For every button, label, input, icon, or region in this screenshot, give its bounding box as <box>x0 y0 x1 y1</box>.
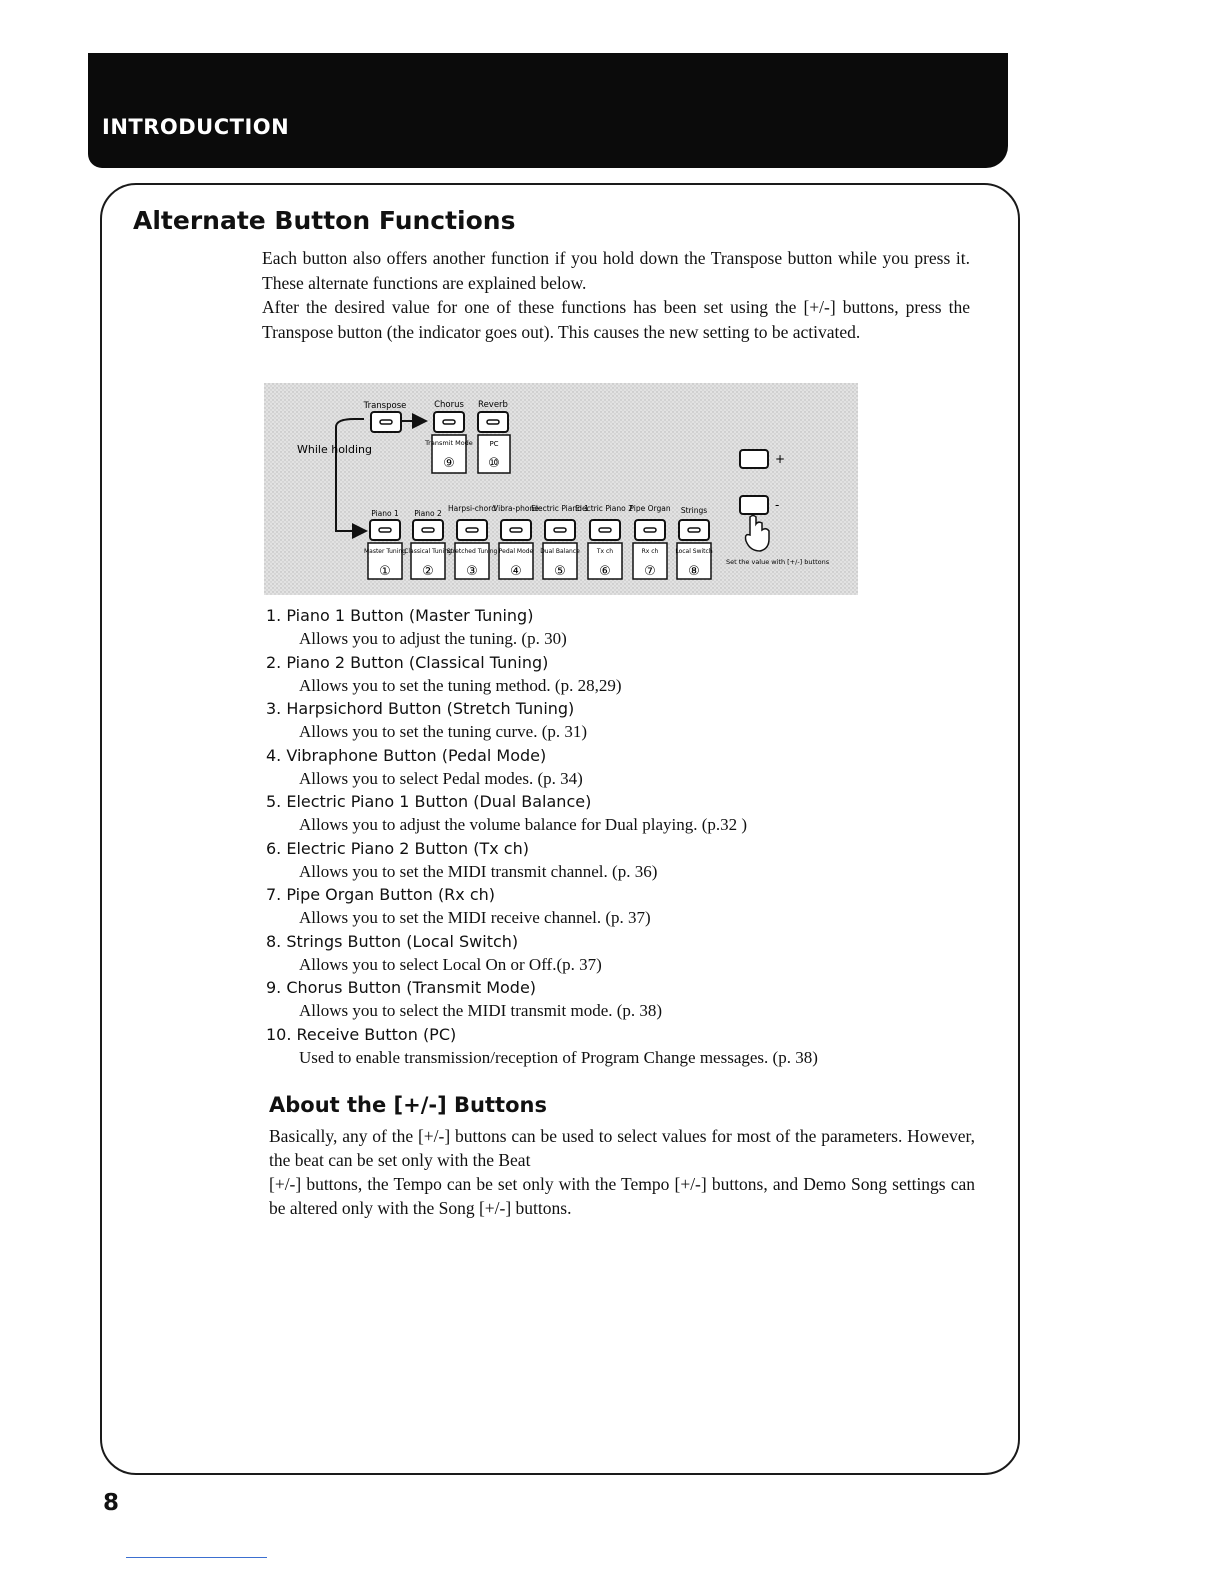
item-description: Allows you to set the tuning method. (p. 28,29) <box>299 675 622 695</box>
set-value-label: Set the value with [+/-] buttons <box>726 558 830 566</box>
classical-tuning-box <box>404 543 452 579</box>
list-item <box>266 651 966 698</box>
page-number: 8 <box>103 1490 120 1516</box>
footer-divider <box>126 1557 267 1558</box>
electric-piano2-label: Electric Piano 2 <box>575 504 633 513</box>
piano1-button <box>370 520 400 540</box>
electric-piano2-button <box>590 520 620 540</box>
item-heading: 10. Receive Button (PC) <box>266 1024 457 1044</box>
while-holding-label: While holding <box>297 443 372 456</box>
svg-text:Master Tuning: Master Tuning <box>363 548 407 555</box>
list-item <box>266 930 966 977</box>
svg-text:⑨: ⑨ <box>443 456 455 471</box>
pc-box <box>478 435 510 473</box>
transpose-button <box>371 412 401 432</box>
list-item <box>266 790 966 837</box>
button-panel-diagram <box>264 383 858 595</box>
list-item <box>266 744 966 791</box>
tx-ch-box <box>588 543 622 579</box>
chorus-button <box>434 412 464 432</box>
master-tuning-box <box>364 543 406 579</box>
list-item <box>266 883 966 930</box>
svg-text:⑥: ⑥ <box>599 564 611 579</box>
svg-text:Classical Tuning: Classical Tuning <box>404 548 452 555</box>
list-item <box>266 697 966 744</box>
svg-text:Dual Balance: Dual Balance <box>540 548 580 555</box>
svg-text:Tx ch: Tx ch <box>596 548 614 555</box>
local-switch-box <box>675 543 712 579</box>
vibraphone-label: Vibra-phone <box>493 504 539 513</box>
list-item <box>266 976 966 1023</box>
svg-text:⑩: ⑩ <box>488 456 500 471</box>
dual-balance-box <box>540 543 580 579</box>
about-buttons-text <box>269 1124 975 1220</box>
about-paragraph-2: [+/-] buttons, the Tempo can be set only with the Tempo [+/-] buttons, and Demo Song settings can be altered only with the Song [+/-] buttons. <box>269 1174 975 1218</box>
harpsichord-button <box>457 520 487 540</box>
item-description: Allows you to set the MIDI transmit channel. (p. 36) <box>299 861 658 881</box>
item-description: Allows you to select Local On or Off.(p. 37) <box>299 954 602 974</box>
transpose-label: Transpose <box>363 401 407 411</box>
item-description: Allows you to set the MIDI receive channel. (p. 37) <box>299 908 651 927</box>
item-heading: 4. Vibraphone Button (Pedal Mode) <box>266 745 547 765</box>
svg-text:Pedal Mode: Pedal Mode <box>498 548 534 555</box>
piano2-button <box>413 520 443 540</box>
header-label: INTRODUCTION <box>102 115 290 139</box>
item-heading: 5. Electric Piano 1 Button (Dual Balance) <box>266 792 592 811</box>
svg-text:Local Switch: Local Switch <box>675 548 713 555</box>
piano1-label: Piano 1 <box>371 509 399 518</box>
svg-text:Transmit Mode: Transmit Mode <box>425 439 473 447</box>
list-item <box>266 604 966 651</box>
intro-text <box>262 246 970 344</box>
electric-piano1-label: Electric Piano 1 <box>531 504 589 513</box>
pipe-organ-button <box>635 520 665 540</box>
vibraphone-button <box>501 520 531 540</box>
item-description: Allows you to set the tuning curve. (p. 31) <box>299 722 588 741</box>
svg-text:+: + <box>775 452 786 466</box>
svg-text:Rx ch: Rx ch <box>641 548 659 555</box>
section-title: Alternate Button Functions <box>133 206 516 235</box>
svg-text:⑦: ⑦ <box>644 564 656 579</box>
electric-piano1-button <box>545 520 575 540</box>
transmit-mode-box <box>424 435 473 473</box>
svg-text:⑧: ⑧ <box>688 564 700 579</box>
section-header-bar <box>88 53 1008 168</box>
svg-text:③: ③ <box>466 564 478 579</box>
reverb-button <box>478 412 508 432</box>
svg-text:-: - <box>775 498 780 512</box>
about-buttons-title: About the [+/-] Buttons <box>269 1093 547 1117</box>
svg-text:PC: PC <box>489 440 499 448</box>
item-heading: 1. Piano 1 Button (Master Tuning) <box>266 606 534 625</box>
strings-label: Strings <box>680 506 708 515</box>
intro-paragraph-2: After the desired value for one of these functions has been set using the [+/-] buttons, press the Transpose button (the indicator goes out). This causes the new setting to be activated. <box>262 297 970 342</box>
item-heading: 6. Electric Piano 2 Button (Tx ch) <box>266 838 529 858</box>
svg-text:④: ④ <box>510 564 522 579</box>
svg-text:Stretched Tuning: Stretched Tuning <box>446 548 498 555</box>
item-description: Used to enable transmission/reception of Program Change messages. (p. 38) <box>299 1047 818 1067</box>
svg-text:①: ① <box>379 564 391 579</box>
item-heading: 9. Chorus Button (Transmit Mode) <box>266 978 537 997</box>
pipe-organ-label: Pipe Organ <box>629 504 671 513</box>
item-heading: 3. Harpsichord Button (Stretch Tuning) <box>266 699 575 718</box>
chorus-label: Chorus <box>434 400 464 410</box>
svg-text:②: ② <box>422 564 434 579</box>
harpsichord-label: Harpsi-chord <box>448 504 496 513</box>
item-heading: 8. Strings Button (Local Switch) <box>266 931 519 951</box>
plus-button <box>740 450 785 468</box>
item-heading: 2. Piano 2 Button (Classical Tuning) <box>266 652 549 672</box>
item-heading: 7. Pipe Organ Button (Rx ch) <box>266 885 496 904</box>
pedal-mode-box <box>499 543 534 579</box>
about-paragraph-1: Basically, any of the [+/-] buttons can be used to select values for most of the parameters. However, the beat can be set only with the Beat <box>269 1126 975 1170</box>
strings-button <box>679 520 709 540</box>
reverb-label: Reverb <box>478 400 508 410</box>
rx-ch-box <box>633 543 667 579</box>
list-item <box>266 837 966 884</box>
item-description: Allows you to adjust the volume balance for Dual playing. (p.32 ) <box>299 815 748 834</box>
alternate-functions-list <box>266 604 966 1069</box>
item-description: Allows you to select the MIDI transmit mode. (p. 38) <box>299 1001 663 1020</box>
svg-text:⑤: ⑤ <box>554 564 566 579</box>
piano2-label: Piano 2 <box>414 509 442 518</box>
intro-paragraph-1: Each button also offers another function if you hold down the Transpose button while you press it. These alternate functions are explained below. <box>262 248 970 293</box>
item-description: Allows you to select Pedal modes. (p. 34) <box>299 768 583 788</box>
item-description: Allows you to adjust the tuning. (p. 30) <box>299 629 567 648</box>
list-item <box>266 1023 966 1070</box>
